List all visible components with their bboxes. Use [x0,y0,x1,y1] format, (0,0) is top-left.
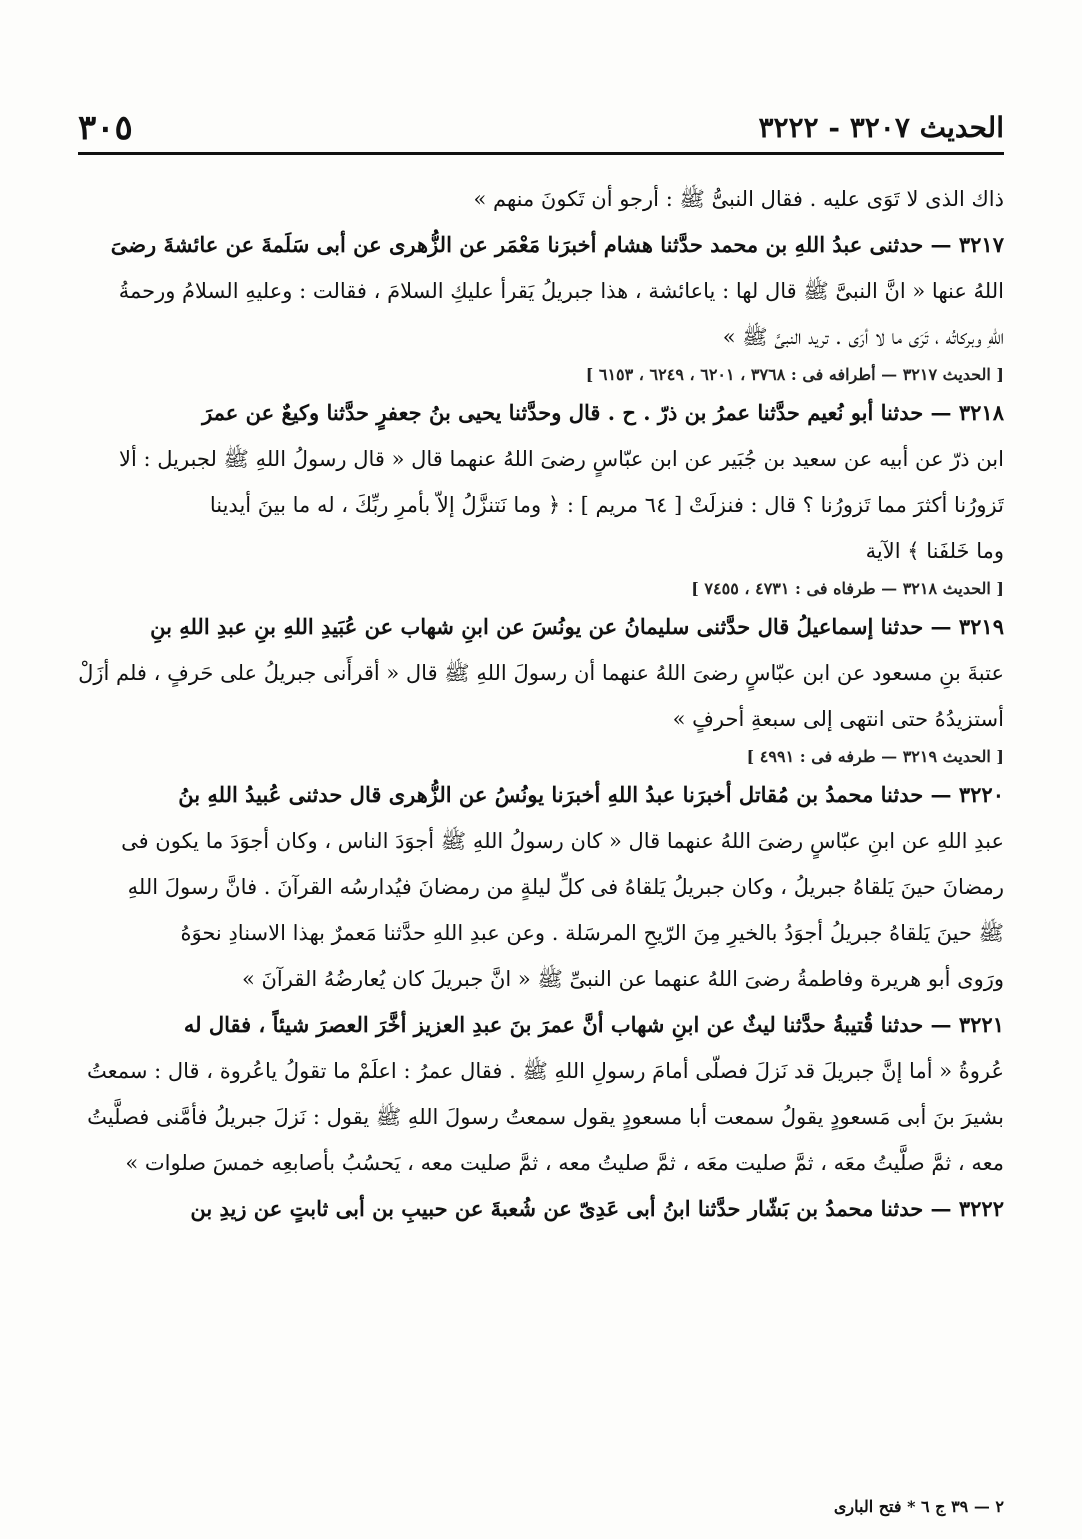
text-line: اللهِ وبركاتُه ، تَرَى ما لا أرَى . تريد النبىَّ ﷺ » [722,325,1004,349]
page-number: ٣٠٥ [78,108,133,148]
hadith-first-line: ٣٢٢٢ — حدثنا محمدُ بن بَشّار حدَّثنا ابنُ أبى عَدِىّ عن شُعبةَ عن حبيبِ بن أبى ثابتٍ عن زيدِ بن [190,1196,1004,1221]
text-line: ذاك الذى لا تَوَى عليه . فقال النبىُّ ﷺ : أرجو أن تَكونَ منهم » [473,187,1004,211]
cross-reference-note: [ الحديث ٣٢١٩ — طرفه فى : ٤٩٩١ ] [746,747,1004,766]
running-title: الحديث ٣٢٠٧ - ٣٢٢٢ [758,111,1004,144]
page-body [78,176,1004,1232]
page-header [78,108,1004,148]
hadith-first-line: ٣٢٢١ — حدثنا قُتيبةُ حدَّثنا ليثٌ عن ابنِ شهاب أنَّ عمرَ بنَ عبدِ العزيز أخَّرَ العصرَ شيئاً ، فقال له [183,1012,1004,1037]
text-line: أستزيدُهُ حتى انتهى إلى سبعةِ أحرفٍ » [672,707,1004,731]
text-line: رمضانَ حينَ يَلقاهُ جبريلُ ، وكان جبريلُ يَلقاهُ فى كلِّ ليلةٍ من رمضانَ فيُدارسُه القرآنَ . فانَّ رسولَ اللهِ [127,875,1004,899]
text-line: اللهُ عنها « انَّ النبىَّ ﷺ قال لها : ياعائشة ، هذا جبريلُ يَقرأ عليكِ السلامَ ، فقالت : وعليهِ السلامُ ورحمةُ [118,279,1004,303]
header-rule [78,152,1004,155]
text-line: عُروةُ « أما إنَّ جبريلَ قد نَزلَ فصلّى أمامَ رسولِ اللهِ ﷺ . فقال عمرُ : اعلَمْ ما تقولُ ياعُروة ، قال : سمعتُ [86,1059,1004,1083]
hadith-first-line: ٣٢٢٠ — حدثنا محمدُ بن مُقاتل أخبرَنا عبدُ اللهِ أخبرَنا يونُسُ عن الزُّهرى قال حدثنى عُبيدُ اللهِ بنُ [178,782,1004,807]
text-line: ﷺ حينَ يَلقاهُ جبريلُ أجوَدُ بالخيرِ مِنَ الرّيحِ المرسَلة . وعن عبدِ اللهِ حدَّثنا مَعمرٌ بهذا الاسنادِ نحوَهُ [180,921,1004,945]
hadith-first-line: ٣٢١٩ — حدثنا إسماعيلُ قال حدَّثنى سليمانُ عن يونُسَ عن ابنِ شهاب عن عُبَيدِ اللهِ بنِ عبدِ اللهِ بنِ [150,614,1004,639]
text-line: تَزورُنا أكثرَ مما تَزورُنا ؟ قال : فنزلَتْ [ ٦٤ مريم ] : ﴿ وما نَتنزَّلُ إلاّ بأمرِ ربِّكَ ، له ما بينَ أيدينا [209,493,1004,517]
text-line: معه ، ثمَّ صلَّيتُ معَه ، ثمَّ صليت معَه ، ثمَّ صليتُ معه ، ثمَّ صليت معه ، يَحسُبُ بأصابعِه خمسَ صلوات » [125,1151,1004,1175]
cross-reference-note: [ الحديث ٣٢١٨ — طرفاه فى : ٤٧٣١ ، ٧٤٥٥ ] [691,579,1004,598]
hadith-first-line: ٣٢١٨ — حدثنا أبو نُعيم حدَّثنا عمرُ بن ذرّ . ح . قال وحدَّثنا يحيى بنُ جعفرٍ حدَّثنا وكيعٌ عن عمرَ [202,400,1004,425]
text-line: عتبةَ بنِ مسعود عن ابن عبّاسٍ رضىَ اللهُ عنهما أن رسولَ اللهِ ﷺ قال « أقرأَنى جبريلُ على حَرفٍ ، فلم أزَلْ [78,661,1004,685]
text-line: وما خَلفَنا ﴾ الآية [865,539,1004,563]
text-line: ابن ذرّ عن أبيه عن سعيد بن جُبَير عن ابن عبّاسٍ رضىَ اللهُ عنهما قال « قال رسولُ اللهِ ﷺ لجبريل : ألا [119,447,1004,471]
text-line: عبدِ اللهِ عن ابنِ عبّاسٍ رضىَ اللهُ عنهما قال « كان رسولُ اللهِ ﷺ أجوَدَ الناس ، وكان أجوَدَ ما يكون فى [121,829,1004,853]
page-footer: ٢ — ٣٩ ج ٦ * فتح البارى [833,1497,1004,1516]
cross-reference-note: [ الحديث ٣٢١٧ — أطرافه فى : ٣٧٦٨ ، ٦٢٠١ ، ٦٢٤٩ ، ٦١٥٣ ] [585,365,1004,384]
text-line: ورَوى أبو هريرة وفاطمةُ رضىَ اللهُ عنهما عن النبىِّ ﷺ « انَّ جبريلَ كان يُعارضُهُ القرآنَ » [241,967,1004,991]
text-line: بشيرَ بنَ أبى مَسعودٍ يقولُ سمعت أبا مسعودٍ يقول سمعتُ رسولَ اللهِ ﷺ يقول : نَزلَ جبريلُ فأمَّنى فصلَّيتُ [87,1105,1004,1129]
hadith-first-line: ٣٢١٧ — حدثنى عبدُ اللهِ بن محمد حدَّثنا هشام أخبرَنا مَعْمَر عن الزُّهرى عن أبى سَلَمةَ عن عائشةَ رضىَ [110,232,1004,257]
